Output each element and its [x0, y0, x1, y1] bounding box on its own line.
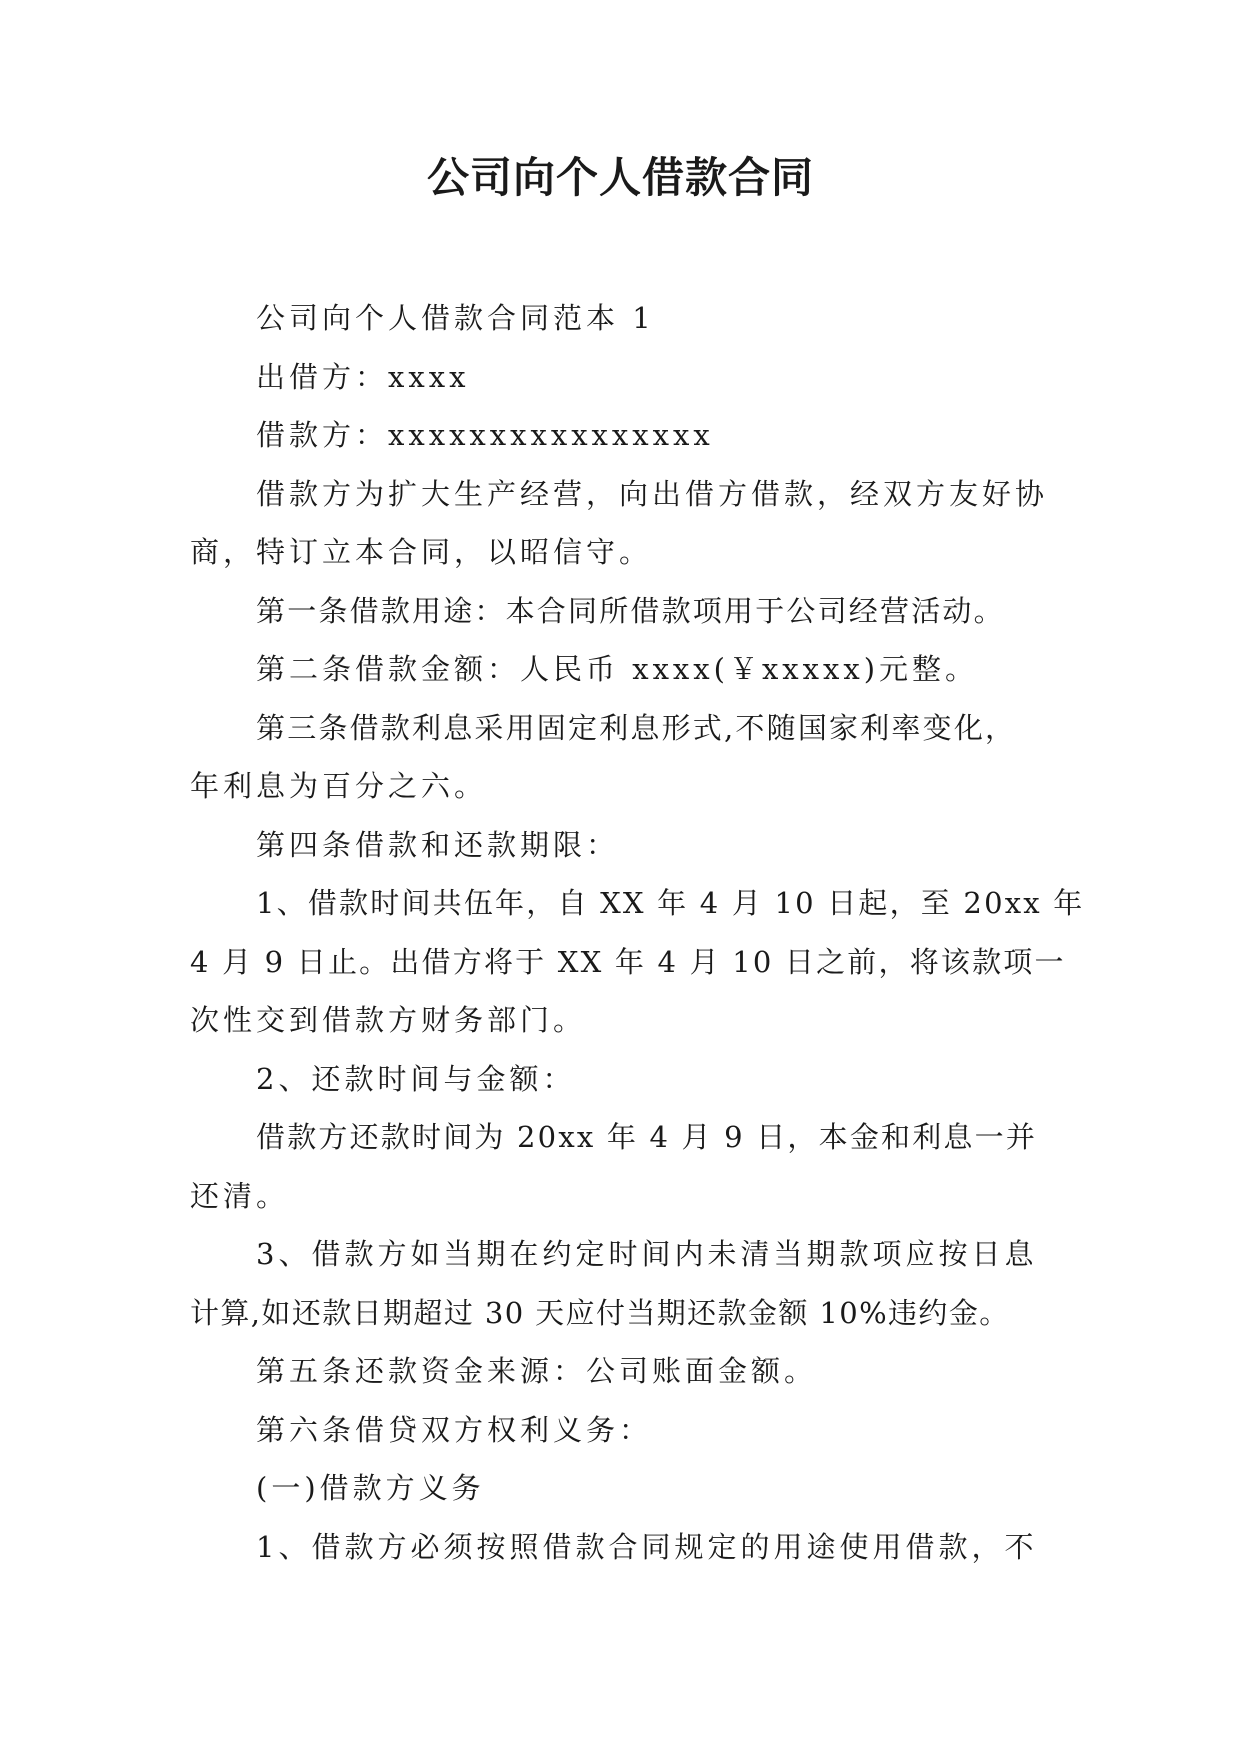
paragraph-line: 还清。: [190, 1178, 290, 1213]
paragraph-line: 第二条借款金额：人民币 xxxx(￥xxxxx)元整。: [256, 652, 979, 686]
paragraph-line: 借款方为扩大生产经营，向出借方借款，经双方友好协: [256, 476, 1049, 511]
paragraph-line: 公司向个人借款合同范本 1: [256, 301, 655, 335]
document-title: 公司向个人借款合同: [426, 153, 814, 202]
paragraph-line: 借款方还款时间为 20xx 年 4 月 9 日，本金和利息一并: [256, 1120, 1038, 1154]
paragraph-line: 第六条借贷双方权利义务：: [256, 1412, 653, 1447]
paragraph-line: 次性交到借款方财务部门。: [190, 1003, 587, 1037]
paragraph-line: 1、借款时间共伍年，自 XX 年 4 月 10 日起，至 20xx 年: [256, 886, 1085, 920]
paragraph-line: 3、借款方如当期在约定时间内未清当期款项应按日息: [256, 1237, 1038, 1271]
paragraph-line: 2、还款时间与金额：: [256, 1061, 576, 1096]
paragraph-line: 第三条借款利息采用固定利息形式,不随国家利率变化，: [256, 710, 1017, 745]
paragraph-line: 借款方：xxxxxxxxxxxxxxxx: [256, 418, 714, 452]
paragraph-line: 出借方：xxxx: [256, 359, 470, 394]
paragraph-line: 计算,如还款日期超过 30 天应付当期还款金额 10%违约金。: [190, 1295, 1010, 1330]
paragraph-line: 第五条还款资金来源：公司账面金额。: [256, 1354, 818, 1388]
paragraph-line: 年利息为百分之六。: [190, 769, 488, 803]
paragraph-line: 4 月 9 日止。出借方将于 XX 年 4 月 10 日之前，将该款项一: [190, 944, 1066, 979]
paragraph-line: (一)借款方义务: [256, 1471, 485, 1505]
paragraph-line: 1、借款方必须按照借款合同规定的用途使用借款，不: [256, 1529, 1038, 1564]
paragraph-line: 第四条借款和还款期限：: [256, 827, 620, 862]
paragraph-line: 第一条借款用途：本合同所借款项用于公司经营活动。: [256, 593, 1005, 628]
document-body: [190, 289, 1085, 1576]
paragraph-line: 商，特订立本合同，以昭信守。: [190, 535, 653, 569]
